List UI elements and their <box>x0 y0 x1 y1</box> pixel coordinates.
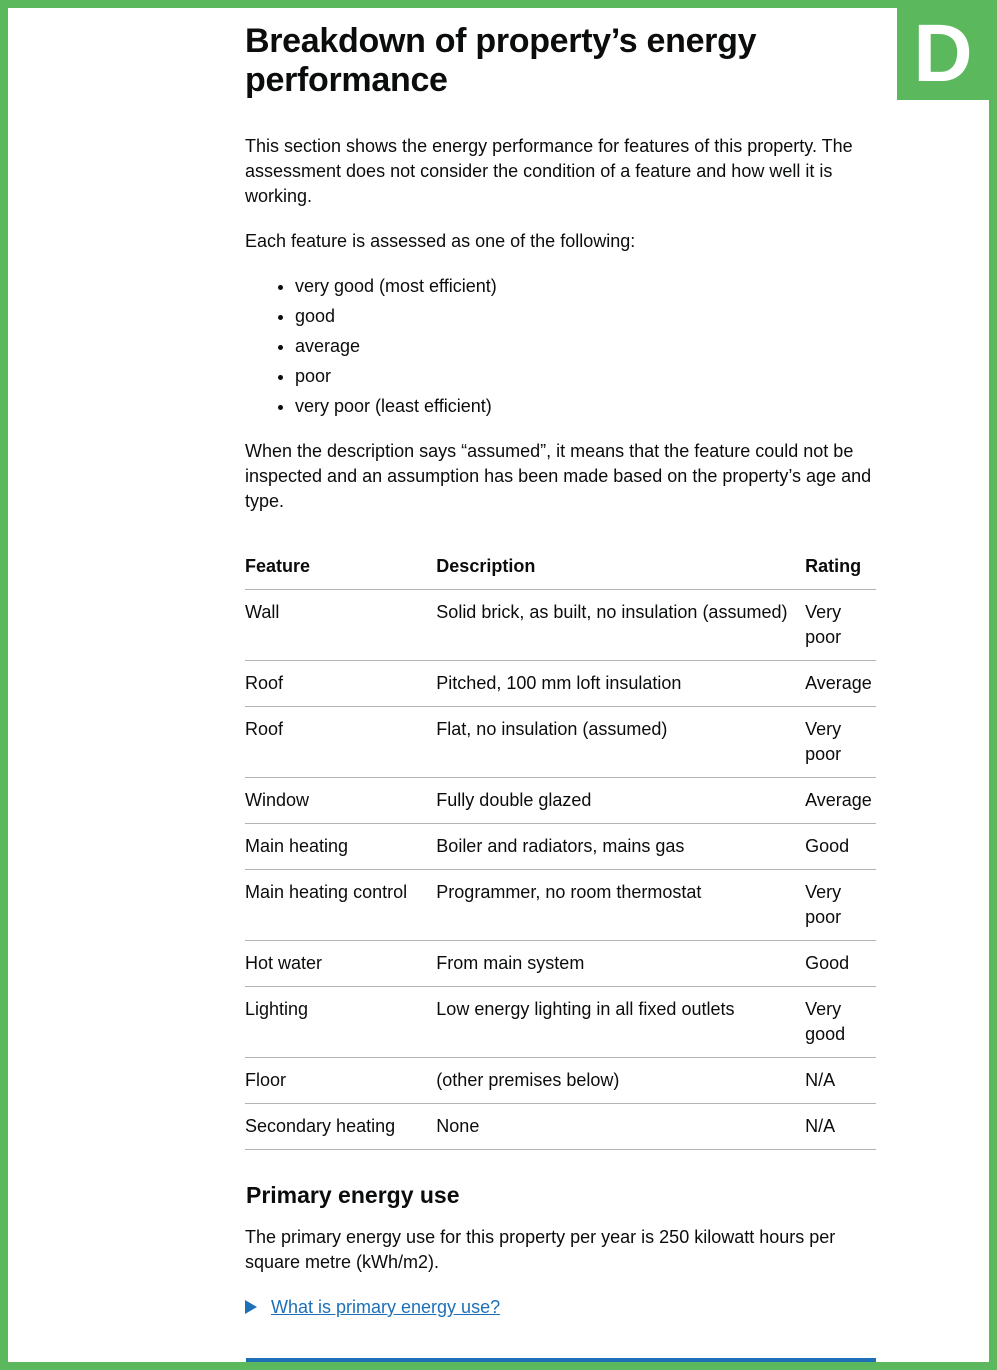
description-cell: From main system <box>436 941 805 987</box>
header-feature: Feature <box>245 544 436 590</box>
description-cell: Boiler and radiators, mains gas <box>436 824 805 870</box>
feature-cell: Secondary heating <box>245 1104 436 1150</box>
feature-cell: Roof <box>245 661 436 707</box>
description-cell: Low energy lighting in all fixed outlets <box>436 987 805 1058</box>
list-item: • very good (most efficient) <box>295 274 876 299</box>
description-cell: Solid brick, as built, no insulation (assumed) <box>436 590 805 661</box>
rating-cell: Very poor <box>805 590 876 661</box>
assessment-lead: Each feature is assessed as one of the following: <box>245 231 636 251</box>
ratings-list <box>245 274 876 419</box>
primary-energy-heading: Primary energy use <box>246 1182 460 1208</box>
intro-paragraph: This section shows the energy performance for features of this property. The assessment does not consider the condition of a feature and how well it is working. <box>245 136 853 206</box>
table-row <box>245 987 876 1058</box>
description-cell: Fully double glazed <box>436 778 805 824</box>
table-row <box>245 778 876 824</box>
energy-rating-badge: D <box>897 8 989 100</box>
list-item: • average <box>295 334 876 359</box>
feature-cell: Hot water <box>245 941 436 987</box>
rating-cell: Average <box>805 778 876 824</box>
table-row <box>245 1058 876 1104</box>
rating-cell: Good <box>805 941 876 987</box>
table-row <box>245 824 876 870</box>
main-content <box>245 22 876 1320</box>
rating-cell: N/A <box>805 1058 876 1104</box>
rating-cell: Very poor <box>805 707 876 778</box>
feature-cell: Window <box>245 778 436 824</box>
description-cell: (other premises below) <box>436 1058 805 1104</box>
table-row <box>245 870 876 941</box>
table-row <box>245 707 876 778</box>
list-item: • good <box>295 304 876 329</box>
page-title: Breakdown of property’s energy performance <box>245 22 757 99</box>
header-description: Description <box>436 544 805 590</box>
feature-cell: Wall <box>245 590 436 661</box>
section-divider <box>246 1358 876 1362</box>
list-item: • very poor (least efficient) <box>295 394 876 419</box>
primary-energy-details[interactable] <box>245 1295 876 1320</box>
header-rating: Rating <box>805 544 876 590</box>
primary-energy-details-link[interactable]: What is primary energy use? <box>271 1297 501 1317</box>
description-cell: Pitched, 100 mm loft insulation <box>436 661 805 707</box>
feature-cell: Lighting <box>245 987 436 1058</box>
list-item: • poor <box>295 364 876 389</box>
table-row <box>245 1104 876 1150</box>
rating-cell: Very good <box>805 987 876 1058</box>
rating-cell: Very poor <box>805 870 876 941</box>
primary-energy-text: The primary energy use for this property per year is 250 kilowatt hours per square metre (kWh/m2). <box>245 1227 836 1272</box>
features-table <box>245 544 876 1150</box>
table-row <box>245 941 876 987</box>
description-cell: None <box>436 1104 805 1150</box>
description-cell: Programmer, no room thermostat <box>436 870 805 941</box>
table-row <box>245 590 876 661</box>
rating-cell: Good <box>805 824 876 870</box>
feature-cell: Main heating control <box>245 870 436 941</box>
rating-cell: N/A <box>805 1104 876 1150</box>
feature-cell: Floor <box>245 1058 436 1104</box>
feature-cell: Main heating <box>245 824 436 870</box>
rating-cell: Average <box>805 661 876 707</box>
table-row <box>245 661 876 707</box>
triangle-right-icon[interactable] <box>245 1300 257 1314</box>
table-header-row <box>245 544 876 590</box>
description-cell: Flat, no insulation (assumed) <box>436 707 805 778</box>
assumed-note: When the description says “assumed”, it means that the feature could not be inspected and an assumption has been made based on the property’s age and type. <box>245 441 872 511</box>
feature-cell: Roof <box>245 707 436 778</box>
